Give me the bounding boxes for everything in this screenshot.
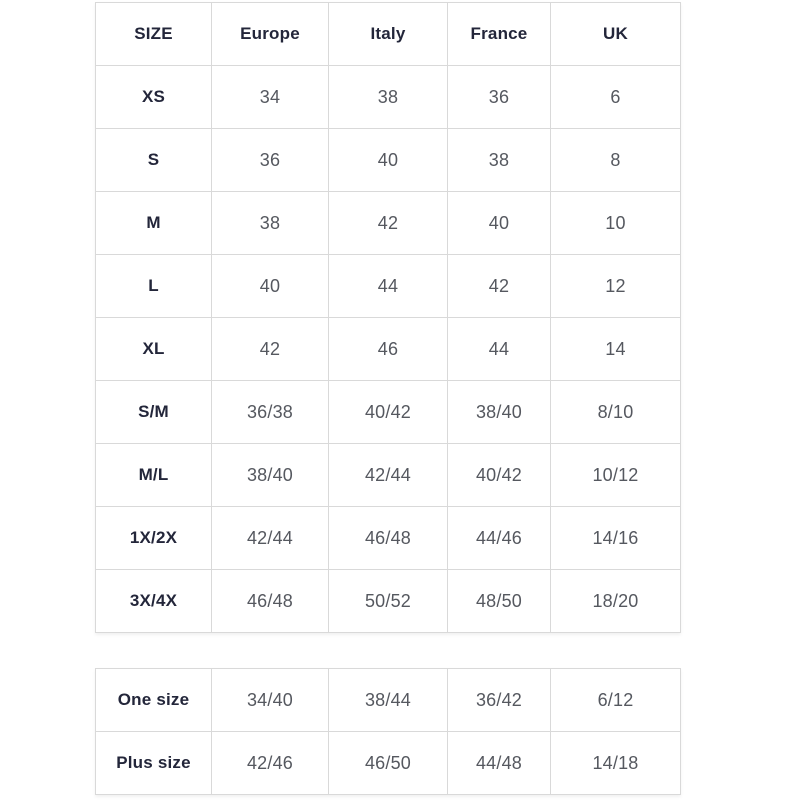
column-header-uk: UK xyxy=(551,3,681,66)
size-value-cell: 44/46 xyxy=(448,507,551,570)
standard-size-table xyxy=(95,2,681,633)
column-header-france: France xyxy=(448,3,551,66)
table-row xyxy=(96,129,681,192)
size-value-cell: 46/50 xyxy=(329,732,448,795)
size-value-cell: 46/48 xyxy=(329,507,448,570)
size-value-cell: 14 xyxy=(551,318,681,381)
size-value-cell: 44 xyxy=(329,255,448,318)
size-value-cell: 34/40 xyxy=(212,669,329,732)
table-row xyxy=(96,255,681,318)
table-row xyxy=(96,192,681,255)
size-value-cell: 40 xyxy=(212,255,329,318)
row-label-cell: L xyxy=(96,255,212,318)
size-value-cell: 14/18 xyxy=(551,732,681,795)
row-label-cell: 3X/4X xyxy=(96,570,212,633)
table-row xyxy=(96,381,681,444)
column-header-italy: Italy xyxy=(329,3,448,66)
row-label-cell: S/M xyxy=(96,381,212,444)
size-value-cell: 38/40 xyxy=(448,381,551,444)
size-value-cell: 42/44 xyxy=(212,507,329,570)
table-row xyxy=(96,669,681,732)
size-value-cell: 40/42 xyxy=(448,444,551,507)
row-label-cell: One size xyxy=(96,669,212,732)
size-value-cell: 6 xyxy=(551,66,681,129)
size-value-cell: 18/20 xyxy=(551,570,681,633)
size-value-cell: 42/44 xyxy=(329,444,448,507)
row-label-cell: 1X/2X xyxy=(96,507,212,570)
size-value-cell: 14/16 xyxy=(551,507,681,570)
size-value-cell: 6/12 xyxy=(551,669,681,732)
size-value-cell: 40 xyxy=(448,192,551,255)
header-row xyxy=(96,3,681,66)
size-value-cell: 42/46 xyxy=(212,732,329,795)
size-value-cell: 36/38 xyxy=(212,381,329,444)
size-value-cell: 46/48 xyxy=(212,570,329,633)
row-label-cell: M xyxy=(96,192,212,255)
row-label-cell: XL xyxy=(96,318,212,381)
size-value-cell: 38 xyxy=(329,66,448,129)
size-value-cell: 50/52 xyxy=(329,570,448,633)
size-value-cell: 38 xyxy=(212,192,329,255)
table-row xyxy=(96,507,681,570)
size-value-cell: 44 xyxy=(448,318,551,381)
size-value-cell: 36/42 xyxy=(448,669,551,732)
size-value-cell: 10 xyxy=(551,192,681,255)
size-value-cell: 12 xyxy=(551,255,681,318)
column-header-europe: Europe xyxy=(212,3,329,66)
table-row xyxy=(96,732,681,795)
size-value-cell: 36 xyxy=(448,66,551,129)
row-label-cell: S xyxy=(96,129,212,192)
size-chart xyxy=(95,2,681,795)
size-value-cell: 46 xyxy=(329,318,448,381)
size-value-cell: 40 xyxy=(329,129,448,192)
size-value-cell: 48/50 xyxy=(448,570,551,633)
size-value-cell: 8/10 xyxy=(551,381,681,444)
table-row xyxy=(96,66,681,129)
table-row xyxy=(96,318,681,381)
table-row xyxy=(96,570,681,633)
size-value-cell: 44/48 xyxy=(448,732,551,795)
size-value-cell: 10/12 xyxy=(551,444,681,507)
size-value-cell: 38 xyxy=(448,129,551,192)
size-value-cell: 42 xyxy=(212,318,329,381)
size-value-cell: 36 xyxy=(212,129,329,192)
table-row xyxy=(96,444,681,507)
size-value-cell: 38/44 xyxy=(329,669,448,732)
size-value-cell: 42 xyxy=(329,192,448,255)
size-value-cell: 38/40 xyxy=(212,444,329,507)
column-header-size: SIZE xyxy=(96,3,212,66)
size-value-cell: 34 xyxy=(212,66,329,129)
row-label-cell: XS xyxy=(96,66,212,129)
size-value-cell: 42 xyxy=(448,255,551,318)
size-value-cell: 40/42 xyxy=(329,381,448,444)
row-label-cell: Plus size xyxy=(96,732,212,795)
row-label-cell: M/L xyxy=(96,444,212,507)
size-value-cell: 8 xyxy=(551,129,681,192)
one-size-plus-size-table xyxy=(95,668,681,795)
